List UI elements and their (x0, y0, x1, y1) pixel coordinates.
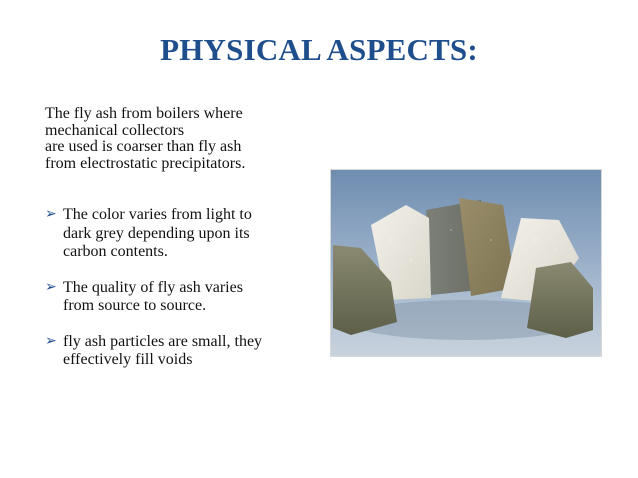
bullet-line: fly ash particles are small, they (63, 332, 263, 350)
intro-line: from electrostatic precipitators. (45, 154, 246, 172)
bullet-item-particles (45, 333, 335, 370)
bullet-line: The quality of fly ash varies (63, 278, 243, 296)
bullet-line: The color varies from light to (63, 206, 252, 223)
bullet-line: dark grey depending upon its (63, 224, 250, 242)
slide-title: PHYSICAL ASPECTS: (160, 32, 478, 67)
intro-paragraph (45, 106, 315, 172)
intro-line: mechanical collectors (45, 121, 185, 139)
arrow-bullet-icon: ➢ (45, 207, 57, 222)
intro-line: are used is coarser than fly ash (45, 138, 242, 155)
fly-ash-samples-photo (331, 170, 601, 356)
intro-line: The fly ash from boilers where (45, 105, 243, 122)
bullet-line: carbon contents. (63, 243, 168, 260)
arrow-bullet-icon: ➢ (45, 333, 57, 349)
bullet-list (45, 206, 335, 370)
bullet-item-color (45, 206, 335, 262)
bullet-line: effectively fill voids (63, 351, 193, 368)
fly-ash-piles-image (331, 170, 601, 356)
arrow-bullet-icon: ➢ (45, 279, 57, 295)
bullet-item-quality (45, 279, 335, 316)
bullet-line: from source to source. (63, 297, 207, 314)
